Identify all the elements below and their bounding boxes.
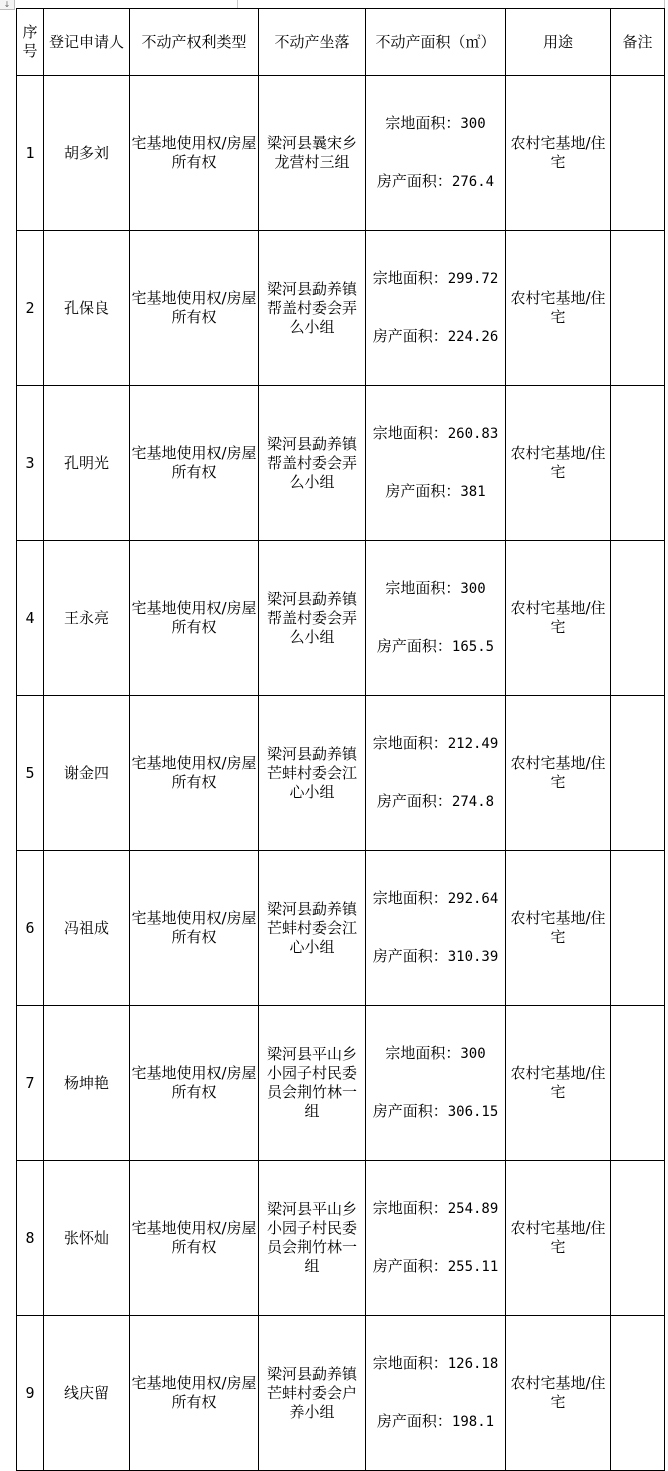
- seq-cell: 7: [17, 1006, 44, 1161]
- house-area-value: 274.8: [451, 794, 495, 810]
- right-type-cell: 宅基地使用权/房屋所有权: [130, 1006, 259, 1161]
- table-row: [17, 851, 665, 1006]
- land-area: [367, 1044, 504, 1064]
- header-applicant: 登记申请人: [44, 9, 130, 76]
- house-area: [367, 792, 504, 812]
- area-cell: [366, 76, 506, 231]
- house-area: [367, 1412, 504, 1432]
- land-area: [367, 579, 504, 599]
- house-area-value: 198.1: [451, 1414, 495, 1430]
- header-seq-line: 号: [22, 42, 38, 60]
- usage-cell: 农村宅基地/住宅: [506, 696, 611, 851]
- house-area-label: 房产面积：: [376, 637, 452, 655]
- table-row: [17, 1161, 665, 1316]
- right-type-cell: 宅基地使用权/房屋所有权: [130, 851, 259, 1006]
- seq-cell: 5: [17, 696, 44, 851]
- area-cell: [366, 851, 506, 1006]
- house-area: [367, 637, 504, 657]
- house-area: [367, 1102, 504, 1122]
- table-anchor-icon[interactable]: ↓: [0, 0, 15, 10]
- house-area-label: 房产面积：: [372, 327, 448, 345]
- table-row: [17, 386, 665, 541]
- table-row: [17, 541, 665, 696]
- land-area-label: 宗地面积：: [372, 269, 448, 287]
- area-cell: [366, 231, 506, 386]
- house-area-value: 224.26: [447, 329, 499, 345]
- house-area-label: 房产面积：: [385, 482, 461, 500]
- table-row: [17, 231, 665, 386]
- applicant-cell: 线庆留: [44, 1316, 130, 1471]
- seq-cell: 9: [17, 1316, 44, 1471]
- land-area: [367, 1354, 504, 1374]
- location-cell: 梁河县勐养镇芒蚌村委会江心小组: [259, 696, 366, 851]
- header-right-type: 不动产权利类型: [130, 9, 259, 76]
- registration-table: [16, 8, 665, 1471]
- area-cell: [366, 386, 506, 541]
- usage-cell: 农村宅基地/住宅: [506, 76, 611, 231]
- land-area-label: 宗地面积：: [385, 579, 461, 597]
- land-area: [367, 269, 504, 289]
- house-area-value: 306.15: [447, 1104, 499, 1120]
- house-area-value: 276.4: [451, 174, 495, 190]
- seq-cell: 6: [17, 851, 44, 1006]
- seq-cell: 3: [17, 386, 44, 541]
- table-row: [17, 696, 665, 851]
- right-type-cell: 宅基地使用权/房屋所有权: [130, 1161, 259, 1316]
- land-area-label: 宗地面积：: [372, 734, 448, 752]
- location-cell: 梁河县勐养镇芒蚌村委会江心小组: [259, 851, 366, 1006]
- land-area-label: 宗地面积：: [372, 1354, 448, 1372]
- land-area-value: 260.83: [447, 426, 499, 442]
- house-area-value: 255.11: [447, 1259, 499, 1275]
- area-cell: [366, 696, 506, 851]
- house-area-value: 381: [460, 484, 486, 500]
- note-cell: [611, 851, 665, 1006]
- seq-cell: 1: [17, 76, 44, 231]
- applicant-cell: 孔明光: [44, 386, 130, 541]
- usage-cell: 农村宅基地/住宅: [506, 541, 611, 696]
- land-area-value: 300: [460, 1046, 486, 1062]
- location-cell: 梁河县勐养镇芒蚌村委会户养小组: [259, 1316, 366, 1471]
- house-area-value: 310.39: [447, 949, 499, 965]
- location-cell: 梁河县平山乡小园子村民委员会荆竹林一组: [259, 1161, 366, 1316]
- header-note: 备注: [611, 9, 665, 76]
- area-cell: [366, 1316, 506, 1471]
- table-row: [17, 1006, 665, 1161]
- house-area-value: 165.5: [451, 639, 495, 655]
- area-cell: [366, 1161, 506, 1316]
- house-area: [367, 327, 504, 347]
- area-cell: [366, 1006, 506, 1161]
- location-cell: 梁河县勐养镇帮盖村委会弄么小组: [259, 541, 366, 696]
- house-area: [367, 947, 504, 967]
- house-area: [367, 1257, 504, 1277]
- applicant-cell: 孔保良: [44, 231, 130, 386]
- applicant-cell: 谢金四: [44, 696, 130, 851]
- seq-cell: 4: [17, 541, 44, 696]
- header-area: 不动产面积（㎡）: [366, 9, 506, 76]
- table-row: [17, 1316, 665, 1471]
- house-area-label: 房产面积：: [372, 947, 448, 965]
- margin-guide: [664, 0, 665, 8]
- note-cell: [611, 696, 665, 851]
- header-usage: 用途: [506, 9, 611, 76]
- note-cell: [611, 76, 665, 231]
- table-row: [17, 76, 665, 231]
- seq-cell: 8: [17, 1161, 44, 1316]
- land-area-value: 212.49: [447, 736, 499, 752]
- land-area-value: 299.72: [447, 271, 499, 287]
- right-type-cell: 宅基地使用权/房屋所有权: [130, 1316, 259, 1471]
- note-cell: [611, 1006, 665, 1161]
- right-type-cell: 宅基地使用权/房屋所有权: [130, 231, 259, 386]
- note-cell: [611, 541, 665, 696]
- house-area: [367, 172, 504, 192]
- house-area-label: 房产面积：: [376, 172, 452, 190]
- usage-cell: 农村宅基地/住宅: [506, 231, 611, 386]
- usage-cell: 农村宅基地/住宅: [506, 1006, 611, 1161]
- header-seq-line: 序: [22, 23, 38, 41]
- land-area-value: 300: [460, 116, 486, 132]
- location-cell: 梁河县平山乡小园子村民委员会荆竹林一组: [259, 1006, 366, 1161]
- location-cell: 梁河县勐养镇帮盖村委会弄么小组: [259, 386, 366, 541]
- note-cell: [611, 1161, 665, 1316]
- header-location: 不动产坐落: [259, 9, 366, 76]
- note-cell: [611, 1316, 665, 1471]
- land-area: [367, 114, 504, 134]
- land-area-value: 300: [460, 581, 486, 597]
- applicant-cell: 胡多刘: [44, 76, 130, 231]
- land-area-value: 126.18: [447, 1356, 499, 1372]
- seq-cell: 2: [17, 231, 44, 386]
- land-area: [367, 889, 504, 909]
- land-area: [367, 424, 504, 444]
- land-area: [367, 1199, 504, 1219]
- location-cell: 梁河县勐养镇帮盖村委会弄么小组: [259, 231, 366, 386]
- land-area: [367, 734, 504, 754]
- land-area-label: 宗地面积：: [372, 424, 448, 442]
- land-area-value: 292.64: [447, 891, 499, 907]
- house-area-label: 房产面积：: [372, 1257, 448, 1275]
- land-area-label: 宗地面积：: [385, 1044, 461, 1062]
- house-area-label: 房产面积：: [376, 792, 452, 810]
- note-cell: [611, 231, 665, 386]
- land-area-label: 宗地面积：: [372, 1199, 448, 1217]
- house-area-label: 房产面积：: [376, 1412, 452, 1430]
- area-cell: [366, 541, 506, 696]
- right-type-cell: 宅基地使用权/房屋所有权: [130, 76, 259, 231]
- right-type-cell: 宅基地使用权/房屋所有权: [130, 541, 259, 696]
- usage-cell: 农村宅基地/住宅: [506, 1316, 611, 1471]
- applicant-cell: 王永亮: [44, 541, 130, 696]
- right-type-cell: 宅基地使用权/房屋所有权: [130, 386, 259, 541]
- margin-guide: [237, 0, 238, 8]
- applicant-cell: 冯祖成: [44, 851, 130, 1006]
- table-header-row: [17, 9, 665, 76]
- land-area-value: 254.89: [447, 1201, 499, 1217]
- house-area-label: 房产面积：: [372, 1102, 448, 1120]
- usage-cell: 农村宅基地/住宅: [506, 386, 611, 541]
- location-cell: 梁河县曩宋乡龙营村三组: [259, 76, 366, 231]
- land-area-label: 宗地面积：: [385, 114, 461, 132]
- header-seq: [17, 9, 44, 76]
- right-type-cell: 宅基地使用权/房屋所有权: [130, 696, 259, 851]
- applicant-cell: 杨坤艳: [44, 1006, 130, 1161]
- note-cell: [611, 386, 665, 541]
- applicant-cell: 张怀灿: [44, 1161, 130, 1316]
- usage-cell: 农村宅基地/住宅: [506, 1161, 611, 1316]
- land-area-label: 宗地面积：: [372, 889, 448, 907]
- house-area: [367, 482, 504, 502]
- usage-cell: 农村宅基地/住宅: [506, 851, 611, 1006]
